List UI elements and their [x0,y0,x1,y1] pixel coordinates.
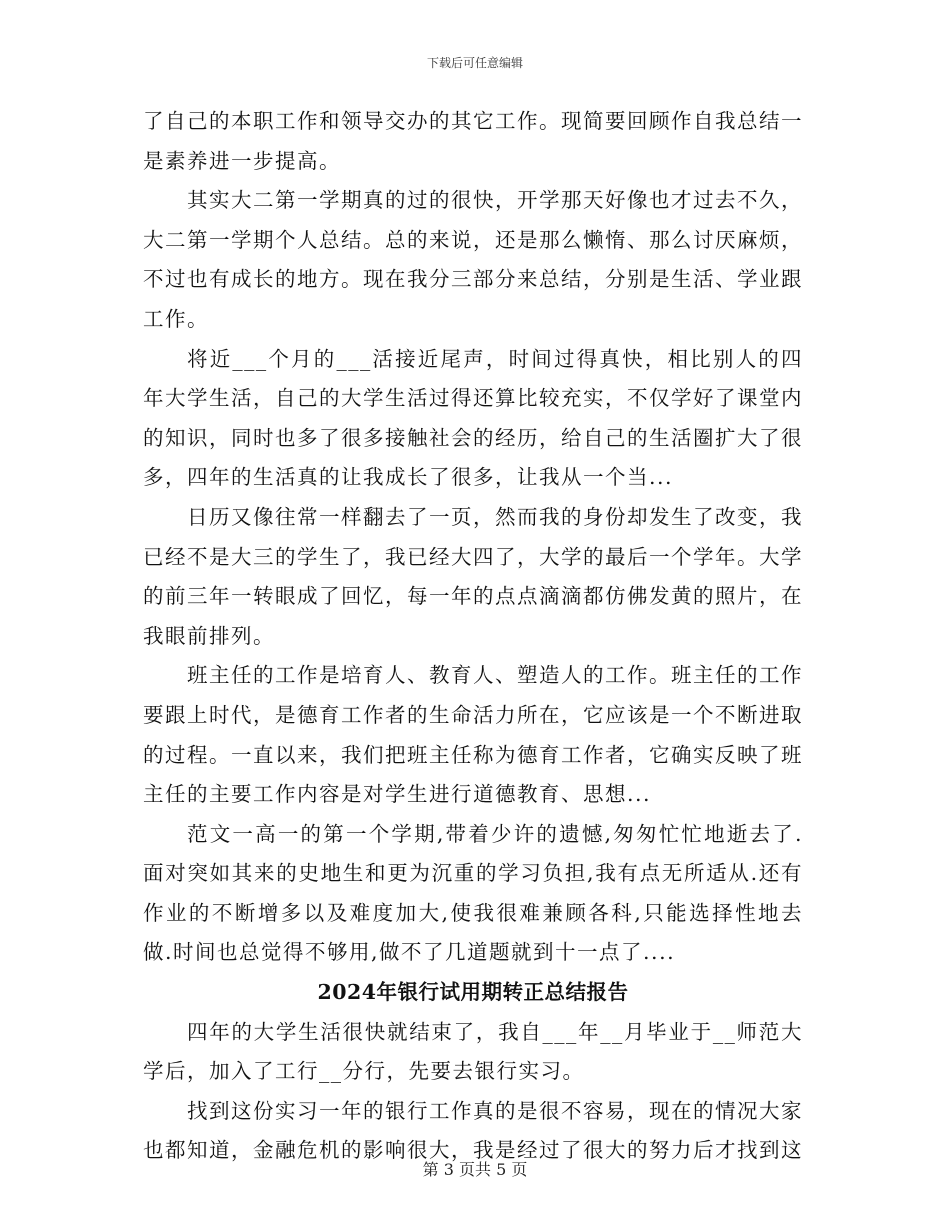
paragraph-6: 范文一高一的第一个学期,带着少许的遗憾,匆匆忙忙地逝去了.面对突如其来的史地生和更为沉重的学习负担,我有点无所适从.还有作业的不断增多以及难度加大,使我很难兼顾各科,只能选择性地去做.时间也总觉得不够用,做不了几道题就到十一点了.... [143,821,803,965]
paragraph-3: 将近___个月的___活接近尾声，时间过得真快，相比别人的四年大学生活，自己的大学生活过得还算比较充实，不仅学好了课堂内的知识，同时也多了很多接触社会的经历，给自己的生活圈扩大了很多，四年的生活真的让我成长了很多，让我从一个当... [143,346,803,490]
paragraph-4: 日历又像往常一样翻去了一页，然而我的身份却发生了改变，我已经不是大三的学生了，我已经大四了，大学的最后一个学年。大学的前三年一转眼成了回忆，每一年的点点滴滴都仿佛发黄的照片，在我眼前排列。 [143,504,803,648]
paragraph-7: 四年的大学生活很快就结束了，我自___年__月毕业于__师范大学后，加入了工行__分行，先要去银行实习。 [143,1019,803,1084]
paragraph-8: 找到这份实习一年的银行工作真的是很不容易，现在的情况大家也都知道，金融危机的影响很大，我是经过了很大的努力后才找到这 [143,1098,803,1163]
paragraph-5: 班主任的工作是培育人、教育人、塑造人的工作。班主任的工作要跟上时代，是德育工作者的生命活力所在，它应该是一个不断进取的过程。一直以来，我们把班主任称为德育工作者，它确实反映了班主任的主要工作内容是对学生进行道德教育、思想... [143,663,803,807]
page-number-footer: 第 3 页共 5 页 [422,1160,528,1179]
section-heading: 2024年银行试用期转正总结报告 [317,980,629,1005]
document-body [143,102,803,1171]
paragraph-2: 其实大二第一学期真的过的很快，开学那天好像也才过去不久，大二第一学期个人总结。总的来说，还是那么懒惰、那么讨厌麻烦，不过也有成长的地方。现在我分三部分来总结，分别是生活、学业跟工作。 [143,188,803,331]
page-header: 下载后可任意编辑 [426,56,523,70]
paragraph-1: 了自己的本职工作和领导交办的其它工作。现简要回顾作自我总结一是素养进一步提高。 [143,109,803,173]
